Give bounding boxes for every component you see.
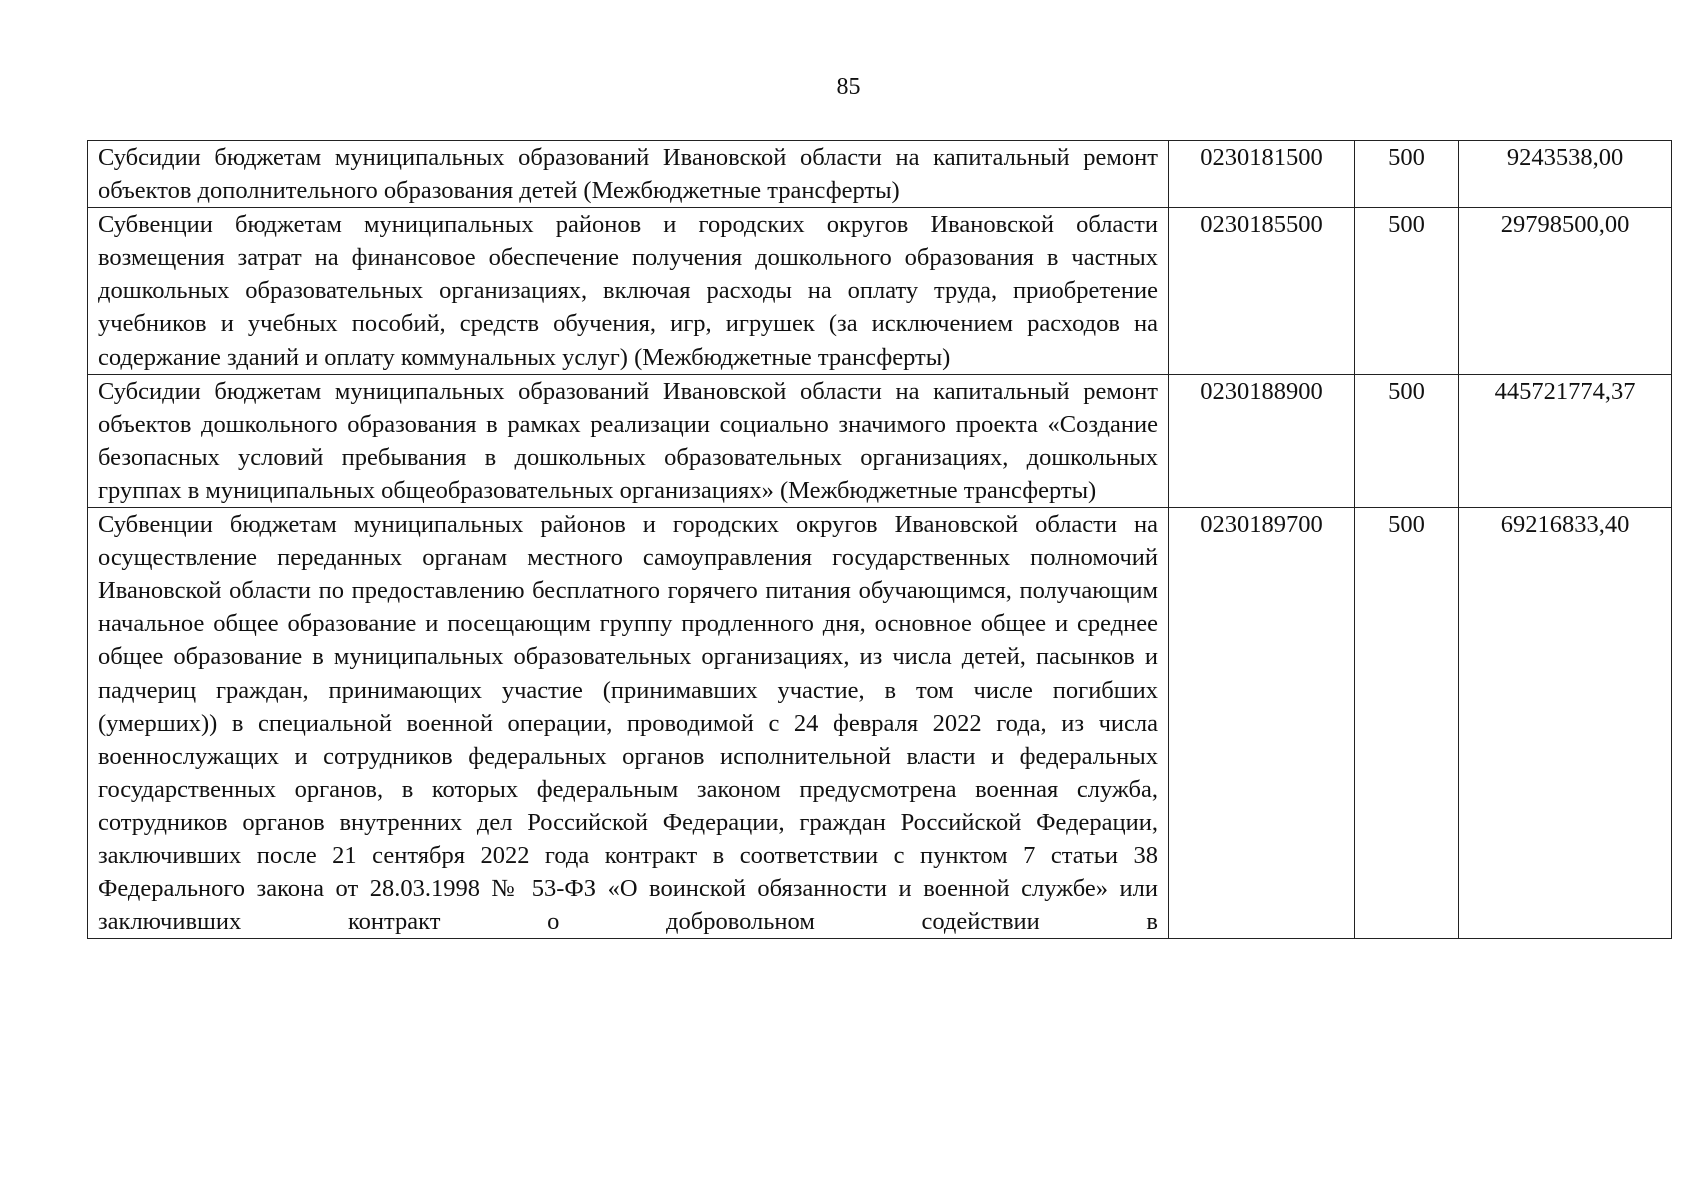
row-target-code: 0230185500: [1169, 208, 1355, 374]
row-expense-type: 500: [1355, 374, 1459, 507]
table-row: [88, 508, 1672, 939]
table-row: [88, 141, 1672, 208]
table-row: [88, 208, 1672, 374]
row-amount: 29798500,00: [1459, 208, 1672, 374]
budget-table: [87, 140, 1672, 939]
row-expense-type: 500: [1355, 508, 1459, 939]
row-target-code: 0230181500: [1169, 141, 1355, 208]
row-description: Субвенции бюджетам муниципальных районов и городских округов Ивановской области возмещения затрат на финансовое обеспечение получения дошкольного образования в частных дошкольных образовательных организациях, включая расходы на оплату труда, приобретение учебников и учебных пособий, средств обучения, игр, игрушек (за исключением расходов на содержание зданий и оплату коммунальных услуг) (Межбюджетные трансферты): [88, 208, 1169, 374]
row-expense-type: 500: [1355, 208, 1459, 374]
row-target-code: 0230189700: [1169, 508, 1355, 939]
row-amount: 9243538,00: [1459, 141, 1672, 208]
table-row: [88, 374, 1672, 507]
page-number: 85: [836, 74, 861, 100]
row-amount: 445721774,37: [1459, 374, 1672, 507]
row-target-code: 0230188900: [1169, 374, 1355, 507]
row-description: Субсидии бюджетам муниципальных образований Ивановской области на капитальный ремонт объектов дополнительного образования детей (Межбюджетные трансферты): [88, 141, 1169, 208]
row-description: Субсидии бюджетам муниципальных образований Ивановской области на капитальный ремонт объектов дошкольного образования в рамках реализации социально значимого проекта «Создание безопасных условий пребывания в дошкольных образовательных организациях, дошкольных группах в муниципальных общеобразовательных организациях» (Межбюджетные трансферты): [88, 374, 1169, 507]
row-expense-type: 500: [1355, 141, 1459, 208]
row-description: Субвенции бюджетам муниципальных районов и городских округов Ивановской области на осуществление переданных органам местного самоуправления государственных полномочий Ивановской области по предоставлению бесплатного горячего питания обучающимся, получающим начальное общее образование и посещающим группу продленного дня, основное общее и среднее общее образование в муниципальных образовательных организациях, из числа детей, пасынков и падчериц граждан, принимающих участие (принимавших участие, в том числе погибших (умерших)) в специальной военной операции, проводимой с 24 февраля 2022 года, из числа военнослужащих и сотрудников федеральных органов исполнительной власти и федеральных государственных органов, в которых федеральным законом предусмотрена военная служба, сотрудников органов внутренних дел Российской Федерации, граждан Российской Федерации, заключивших после 21 сентября 2022 года контракт в соответствии с пунктом 7 статьи 38 Федерального закона от 28.03.1998 № 53-ФЗ «О воинской обязанности и военной службе» или заключивших контракт о добровольном содействии в: [88, 508, 1169, 939]
row-amount: 69216833,40: [1459, 508, 1672, 939]
